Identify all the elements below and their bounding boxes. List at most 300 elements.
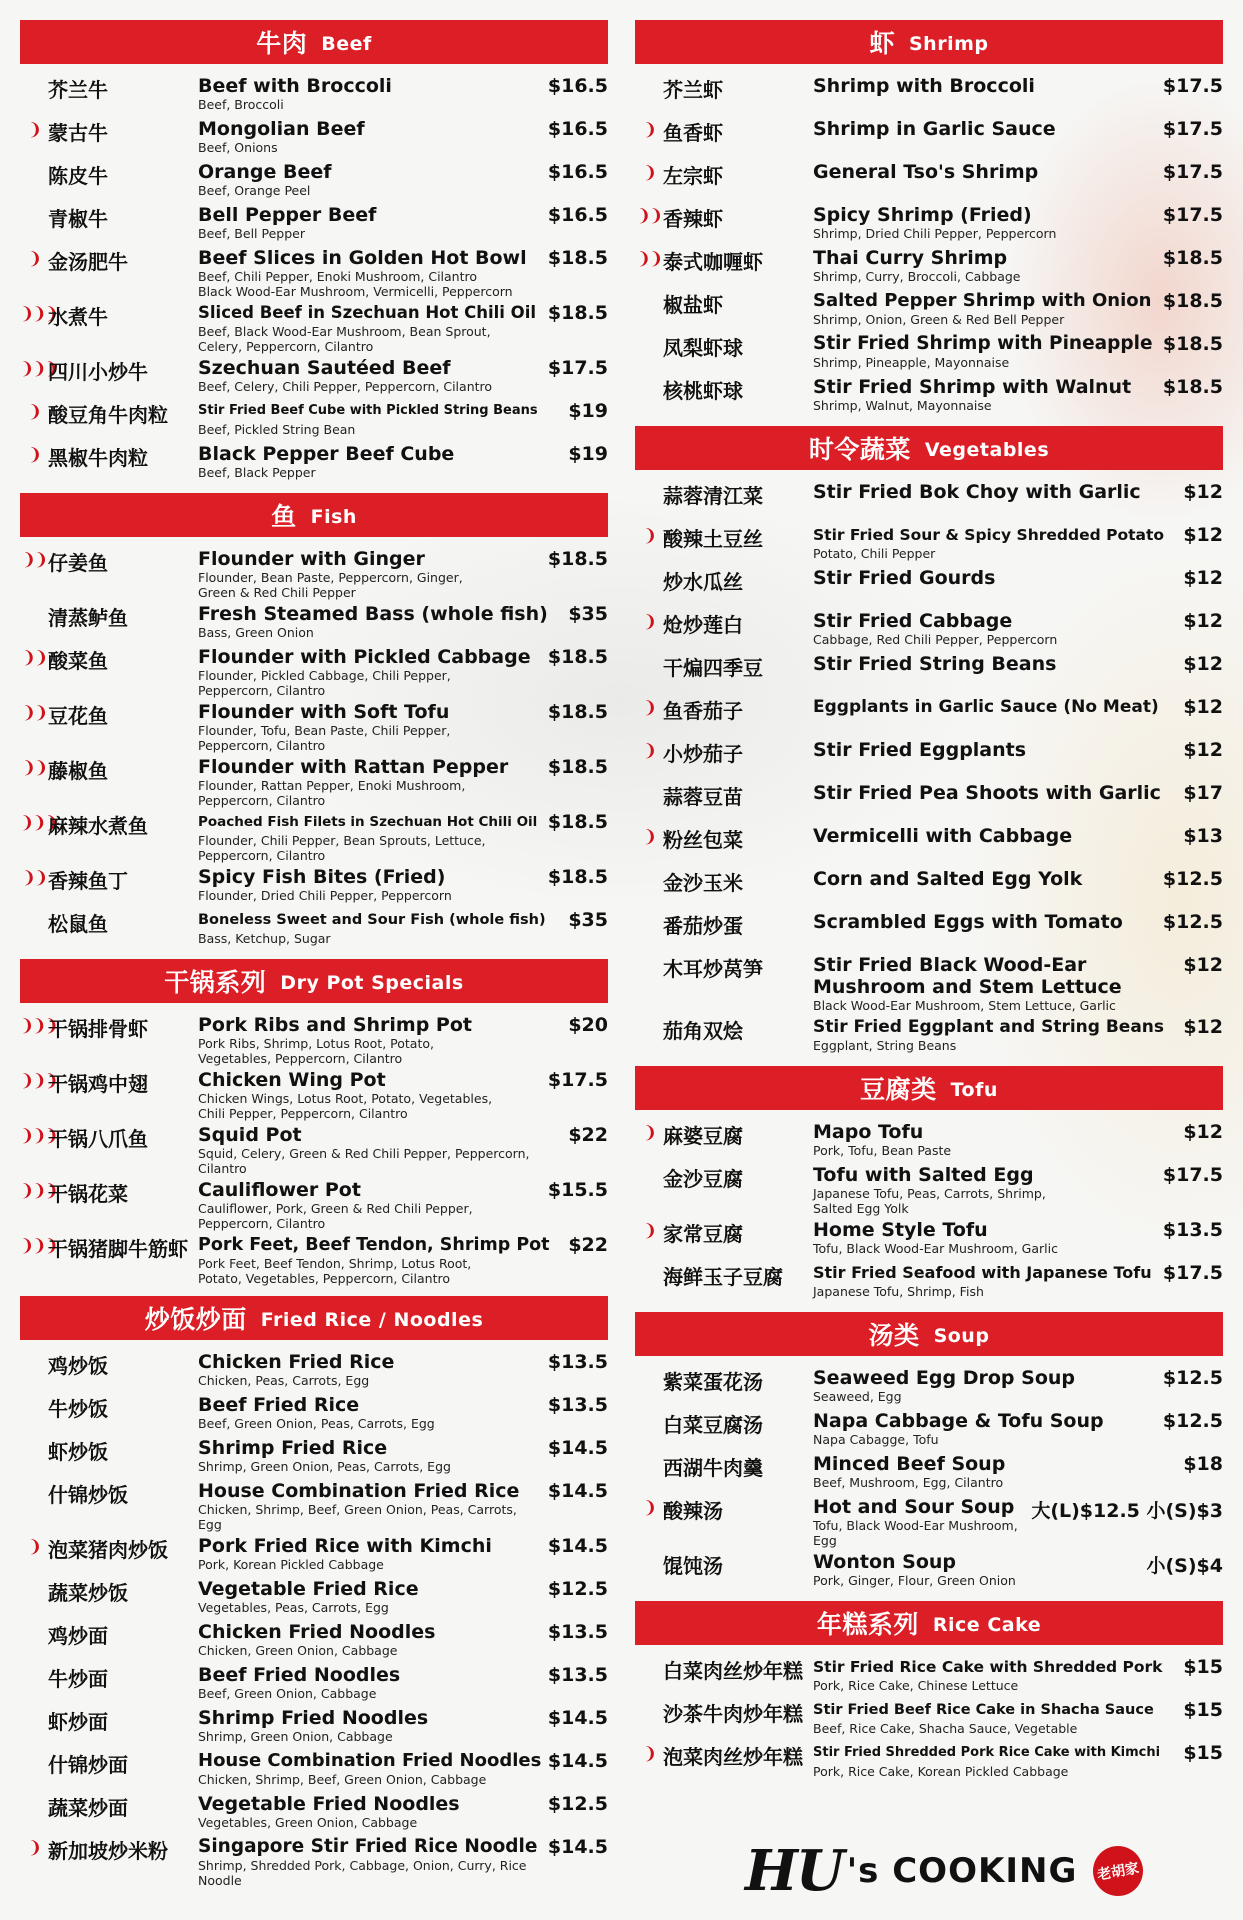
dish-name-zh: 番茄炒蛋 — [663, 914, 743, 938]
section-title-zh: 虾 — [869, 29, 895, 58]
dish-body — [813, 822, 1165, 847]
dish-name-zh: 鱼香虾 — [663, 121, 723, 145]
chili-pepper-icon: ❩❩ — [636, 249, 662, 269]
menu-item[interactable] — [20, 115, 608, 158]
dish-name-zh: 干锅八爪鱼 — [48, 1127, 148, 1151]
section-rice — [20, 1296, 608, 1888]
chili-pepper-icon — [20, 1747, 48, 1752]
chili-pepper-icon — [635, 908, 663, 913]
dish-price: $12.5 — [1162, 1367, 1223, 1389]
menu-item[interactable] — [635, 1450, 1223, 1493]
dish-name-en: Spicy Shrimp (Fried) — [813, 204, 1032, 226]
menu-item[interactable] — [635, 951, 1223, 1013]
chili-pepper-icon — [20, 1348, 48, 1353]
dish-ingredients: Beef, Rice Cake, Shacha Sauce, Vegetable — [813, 1721, 1078, 1736]
dish-name-en: Stir Fried Beef Rice Cake in Shacha Sauce — [813, 1702, 1154, 1718]
dish-name-en: Beef Slices in Golden Hot Bowl — [198, 247, 527, 269]
menu-item[interactable] — [635, 1259, 1223, 1302]
menu-item[interactable] — [20, 863, 608, 906]
chili-pepper-icon — [635, 1548, 663, 1553]
dish-ingredients: Beef, Black Wood-Ear Mushroom, Bean Sprout, Celery, Peppercorn, Cilantro — [198, 324, 491, 354]
dish-name-en: Cauliflower Pot — [198, 1179, 361, 1201]
dish-name-zh: 木耳炒莴笋 — [663, 957, 763, 981]
section-tofu — [635, 1066, 1223, 1302]
menu-item[interactable] — [20, 397, 608, 440]
dish-body — [198, 354, 542, 394]
chili-pepper-icon: ❩ — [642, 698, 656, 718]
chili-pepper-icon: ❩❩❩ — [20, 1181, 57, 1201]
dish-name-en: House Combination Fried Rice — [198, 1480, 520, 1502]
dish-name-zh: 沙茶牛肉炒年糕 — [663, 1702, 803, 1726]
menu-item[interactable] — [635, 1493, 1223, 1548]
dish-price: $19 — [568, 400, 608, 422]
menu-item[interactable] — [20, 808, 608, 863]
menu-item[interactable] — [20, 1231, 608, 1286]
section-title-zh: 炒饭炒面 — [144, 1305, 247, 1334]
chili-pepper-icon — [635, 1407, 663, 1412]
dish-body — [813, 1407, 1157, 1447]
chili-pepper-icon: ❩ — [642, 741, 656, 761]
dish-name-en: Stir Fried Rice Cake with Shredded Pork — [813, 1658, 1163, 1676]
dish-price: $18.5 — [1162, 290, 1223, 312]
dish-ingredients: Flounder, Pickled Cabbage, Chili Pepper, Peppercorn, Cilantro — [198, 668, 451, 698]
menu-item[interactable] — [20, 1477, 608, 1532]
dish-name-en: Stir Fried Shredded Pork Rice Cake with Kimchi — [813, 1745, 1161, 1760]
dish-name-zh: 椒盐虾 — [663, 293, 723, 317]
menu-item[interactable] — [20, 158, 608, 201]
menu-item[interactable] — [20, 1790, 608, 1833]
dish-name-en: Stir Fried Beef Cube with Pickled String Beans — [198, 403, 538, 418]
menu-item[interactable] — [635, 865, 1223, 908]
menu-item[interactable] — [635, 1364, 1223, 1407]
dish-body — [813, 1653, 1165, 1693]
dish-body — [813, 693, 1165, 718]
dish-name-zh: 紫菜蛋花汤 — [663, 1370, 763, 1394]
dish-price: $12 — [1183, 954, 1223, 976]
section-header-drypot — [20, 959, 608, 1003]
dish-name-en: Beef Fried Rice — [198, 1394, 360, 1416]
chili-pepper-icon: ❩ — [642, 1123, 656, 1143]
dish-ingredients: Vegetables, Green Onion, Cabbage — [198, 1815, 418, 1830]
dish-ingredients: Flounder, Dried Chili Pepper, Peppercorn — [198, 888, 452, 903]
dish-body — [198, 244, 542, 299]
dish-name-en: Chicken Wing Pot — [198, 1069, 386, 1091]
dish-body — [813, 1548, 1141, 1588]
dish-body — [198, 1532, 542, 1572]
dish-name-zh: 酸菜鱼 — [48, 649, 108, 673]
dish-price: $18.5 — [547, 302, 608, 324]
chili-pepper-icon: ❩ — [27, 1838, 41, 1858]
section-title-zh: 汤类 — [868, 1321, 920, 1350]
dish-ingredients: Pork, Rice Cake, Chinese Lettuce — [813, 1678, 1019, 1693]
dish-name-zh: 香辣虾 — [663, 207, 723, 231]
menu-item[interactable] — [20, 545, 608, 600]
dish-name-zh: 松鼠鱼 — [48, 912, 108, 936]
menu-item[interactable] — [20, 1011, 608, 1066]
menu-item[interactable] — [635, 607, 1223, 650]
section-header-veg — [635, 426, 1223, 470]
dish-name-en: Home Style Tofu — [813, 1219, 988, 1241]
menu-item[interactable] — [635, 521, 1223, 564]
dish-ingredients: Shrimp, Onion, Green & Red Bell Pepper — [813, 312, 1065, 327]
dish-name-en: Seaweed Egg Drop Soup — [813, 1367, 1076, 1389]
chili-pepper-icon — [635, 564, 663, 569]
dish-ingredients: Chicken, Shrimp, Beef, Green Onion, Cabbage — [198, 1772, 487, 1787]
dish-name-en: Stir Fried Black Wood-Ear Mushroom and Stem Lettuce — [813, 954, 1122, 998]
menu-item[interactable] — [635, 244, 1223, 287]
chili-pepper-icon — [20, 1575, 48, 1580]
dish-price: 小(S)$4 — [1146, 1555, 1223, 1577]
menu-item[interactable] — [635, 736, 1223, 779]
menu-item[interactable] — [635, 650, 1223, 693]
dish-price: $12 — [1183, 1121, 1223, 1143]
dish-name-en: Hot and Sour Soup — [813, 1496, 1015, 1518]
dish-ingredients: Vegetables, Peas, Carrots, Egg — [198, 1600, 389, 1615]
chili-pepper-icon — [635, 1259, 663, 1264]
dish-body — [198, 906, 550, 946]
dish-body — [198, 299, 542, 354]
dish-price: $14.5 — [547, 1750, 608, 1772]
menu-item[interactable] — [20, 600, 608, 643]
dish-name-zh: 麻辣水煮鱼 — [48, 814, 148, 838]
menu-item[interactable] — [635, 373, 1223, 416]
dish-name-en: Stir Fried Shrimp with Pineapple — [813, 333, 1153, 354]
dish-price: $12 — [1183, 653, 1223, 675]
dish-ingredients: Bass, Green Onion — [198, 625, 314, 640]
menu-item[interactable] — [635, 693, 1223, 736]
dish-name-zh: 西湖牛肉羹 — [663, 1456, 763, 1480]
dish-body — [813, 1216, 1157, 1256]
chili-pepper-icon: ❩ — [642, 1221, 656, 1241]
dish-body — [813, 1118, 1165, 1158]
menu-item[interactable] — [635, 1548, 1223, 1591]
dish-name-zh: 虾炒饭 — [48, 1440, 108, 1464]
menu-item[interactable] — [20, 1575, 608, 1618]
menu-item[interactable] — [635, 1161, 1223, 1216]
dish-body — [198, 1833, 542, 1888]
section-title-zh: 牛肉 — [256, 29, 308, 58]
dish-price: $20 — [568, 1014, 608, 1036]
chili-pepper-icon: ❩ — [642, 163, 656, 183]
dish-body — [813, 865, 1157, 890]
chili-pepper-icon: ❩❩ — [21, 758, 47, 778]
dish-body — [813, 736, 1165, 761]
dish-name-zh: 干锅花菜 — [48, 1182, 128, 1206]
dish-body — [198, 698, 542, 753]
dish-body — [198, 545, 542, 600]
menu-item[interactable] — [635, 822, 1223, 865]
menu-item[interactable] — [635, 287, 1223, 330]
dish-price: $17 — [1183, 782, 1223, 804]
dish-price: $13.5 — [547, 1664, 608, 1686]
section-title-en: Shrimp — [909, 32, 989, 55]
dish-body — [198, 1231, 550, 1286]
menu-item[interactable] — [20, 1121, 608, 1176]
dish-ingredients: Beef, Green Onion, Peas, Carrots, Egg — [198, 1416, 435, 1431]
menu-item[interactable] — [635, 1653, 1223, 1696]
dish-body — [813, 1696, 1165, 1736]
menu-item[interactable] — [20, 1747, 608, 1790]
dish-body — [813, 951, 1165, 1013]
menu-item[interactable] — [20, 440, 608, 483]
dish-body — [198, 440, 550, 480]
chili-pepper-icon — [635, 1364, 663, 1369]
dish-ingredients: Flounder, Bean Paste, Peppercorn, Ginger, Green & Red Chili Pepper — [198, 570, 463, 600]
menu-item[interactable] — [635, 115, 1223, 158]
section-title-zh: 年糕系列 — [816, 1610, 919, 1639]
section-title-en: Dry Pot Specials — [280, 971, 464, 994]
dish-name-zh: 什锦炒饭 — [48, 1483, 128, 1507]
menu-item[interactable] — [20, 1391, 608, 1434]
menu-item[interactable] — [635, 478, 1223, 521]
section-header-rice — [20, 1296, 608, 1340]
dish-price: $17.5 — [1162, 1164, 1223, 1186]
dish-price: $18.5 — [547, 756, 608, 778]
dish-name-en: Stir Fried Sour & Spicy Shredded Potato — [813, 526, 1165, 544]
chili-pepper-icon: ❩ — [642, 1744, 656, 1764]
dish-name-zh: 新加坡炒米粉 — [48, 1839, 168, 1863]
dish-body — [198, 115, 542, 155]
menu-item[interactable] — [635, 564, 1223, 607]
menu-item[interactable] — [635, 1013, 1223, 1056]
dish-name-en: Flounder with Rattan Pepper — [198, 756, 509, 778]
chili-pepper-icon: ❩❩❩ — [20, 1016, 57, 1036]
menu-item[interactable] — [20, 906, 608, 949]
dish-price: $12.5 — [1162, 868, 1223, 890]
section-title-en: Fish — [310, 505, 357, 528]
dish-body — [198, 753, 542, 808]
chili-pepper-icon — [635, 373, 663, 378]
dish-price: $13.5 — [547, 1394, 608, 1416]
dish-price: $12 — [1183, 567, 1223, 589]
dish-body — [813, 607, 1165, 647]
dish-ingredients: Beef, Black Pepper — [198, 465, 316, 480]
dish-name-en: Eggplants in Garlic Sauce (No Meat) — [813, 697, 1159, 717]
dish-name-zh: 蒜蓉清江菜 — [663, 484, 763, 508]
dish-price: $13.5 — [1162, 1219, 1223, 1241]
dish-body — [813, 478, 1165, 503]
section-title-en: Soup — [933, 1324, 990, 1347]
dish-price: $16.5 — [547, 118, 608, 140]
dish-ingredients: Beef, Orange Peel — [198, 183, 311, 198]
chili-pepper-icon — [635, 951, 663, 956]
dish-ingredients: Black Wood-Ear Mushroom, Stem Lettuce, Garlic — [813, 998, 1116, 1013]
dish-name-zh: 茄角双烩 — [663, 1019, 743, 1043]
dish-ingredients: Beef, Onions — [198, 140, 278, 155]
dish-name-en: Shrimp in Garlic Sauce — [813, 118, 1056, 140]
dish-ingredients: Pork, Tofu, Bean Paste — [813, 1143, 952, 1158]
dish-name-en: Shrimp Fried Rice — [198, 1437, 388, 1459]
dish-name-en: Pork Fried Rice with Kimchi — [198, 1535, 492, 1557]
chili-pepper-icon: ❩ — [27, 249, 41, 269]
logo-seal: 老胡家 — [1089, 1842, 1147, 1900]
dish-ingredients: Shrimp, Curry, Broccoli, Cabbage — [813, 269, 1021, 284]
dish-body — [813, 1161, 1157, 1216]
dish-name-en: Vegetable Fried Noodles — [198, 1793, 460, 1815]
menu-item[interactable] — [635, 779, 1223, 822]
menu-item[interactable] — [20, 299, 608, 354]
dish-name-zh: 干锅猪脚牛筋虾 — [48, 1237, 188, 1261]
dish-ingredients: Chicken, Peas, Carrots, Egg — [198, 1373, 370, 1388]
dish-name-en: Stir Fried Shrimp with Walnut — [813, 376, 1132, 398]
dish-ingredients: Bass, Ketchup, Sugar — [198, 931, 331, 946]
dish-name-en: Flounder with Pickled Cabbage — [198, 646, 531, 668]
dish-name-zh: 白菜肉丝炒年糕 — [663, 1659, 803, 1683]
dish-body — [813, 564, 1165, 589]
section-drypot — [20, 959, 608, 1286]
dish-price: $16.5 — [547, 204, 608, 226]
dish-price: $13 — [1183, 825, 1223, 847]
dish-body — [813, 287, 1157, 327]
dish-name-zh: 小炒茄子 — [663, 742, 743, 766]
dish-price: $18.5 — [547, 646, 608, 668]
dish-body — [813, 115, 1157, 140]
dish-price: $18.5 — [1162, 376, 1223, 398]
dish-body — [198, 1176, 542, 1231]
dish-name-en: Shrimp Fried Noodles — [198, 1707, 429, 1729]
dish-name-en: Flounder with Ginger — [198, 548, 425, 570]
menu-item[interactable] — [20, 72, 608, 115]
dish-price: $12 — [1183, 524, 1223, 546]
dish-body — [198, 1391, 542, 1431]
dish-name-en: Corn and Salted Egg Yolk — [813, 868, 1083, 890]
dish-name-en: Wonton Soup — [813, 1551, 957, 1573]
dish-name-zh: 干锅鸡中翅 — [48, 1072, 148, 1096]
menu-item[interactable] — [20, 753, 608, 808]
menu-item[interactable] — [635, 1216, 1223, 1259]
dish-name-en: House Combination Fried Noodles — [198, 1750, 542, 1771]
menu-item[interactable] — [635, 1696, 1223, 1739]
menu-item[interactable] — [20, 1532, 608, 1575]
menu-item[interactable] — [20, 201, 608, 244]
chili-pepper-icon — [635, 1450, 663, 1455]
chili-pepper-icon — [635, 72, 663, 77]
dish-ingredients: Japanese Tofu, Shrimp, Fish — [813, 1284, 984, 1299]
menu-item[interactable] — [635, 158, 1223, 201]
chili-pepper-icon — [20, 72, 48, 77]
menu-item[interactable] — [20, 1661, 608, 1704]
dish-price: $12 — [1183, 739, 1223, 761]
dish-price: $14.5 — [547, 1480, 608, 1502]
dish-ingredients: Shrimp, Green Onion, Cabbage — [198, 1729, 393, 1744]
dish-body — [198, 1477, 542, 1532]
dish-price: $18.5 — [547, 548, 608, 570]
section-title-en: Rice Cake — [932, 1613, 1042, 1636]
menu-item[interactable] — [20, 1176, 608, 1231]
dish-name-zh: 蔬菜炒面 — [48, 1796, 128, 1820]
dish-name-en: Flounder with Soft Tofu — [198, 701, 450, 723]
menu-item[interactable] — [635, 1739, 1223, 1782]
menu-item[interactable] — [20, 698, 608, 753]
chili-pepper-icon — [20, 1618, 48, 1623]
menu-item[interactable] — [20, 354, 608, 397]
dish-body — [813, 373, 1157, 413]
menu-item[interactable] — [20, 1833, 608, 1888]
dish-name-zh: 鸡炒饭 — [48, 1354, 108, 1378]
menu-item[interactable] — [635, 330, 1223, 373]
chili-pepper-icon — [20, 1391, 48, 1396]
dish-name-en: Spicy Fish Bites (Fried) — [198, 866, 446, 888]
dish-name-en: Stir Fried String Beans — [813, 653, 1057, 675]
dish-name-zh: 左宗虾 — [663, 164, 723, 188]
chili-pepper-icon: ❩ — [27, 445, 41, 465]
chili-pepper-icon — [20, 1477, 48, 1482]
dish-name-zh: 泡菜猪肉炒饭 — [48, 1538, 168, 1562]
dish-body — [813, 521, 1165, 561]
menu-item[interactable] — [635, 1118, 1223, 1161]
chili-pepper-icon: ❩❩ — [21, 868, 47, 888]
dish-name-en: Stir Fried Seafood with Japanese Tofu — [813, 1263, 1152, 1282]
dish-price: $22 — [568, 1124, 608, 1146]
chili-pepper-icon — [635, 1161, 663, 1166]
dish-ingredients: Flounder, Chili Pepper, Bean Sprouts, Lettuce, Peppercorn, Cilantro — [198, 833, 486, 863]
chili-pepper-icon — [635, 865, 663, 870]
chili-pepper-icon — [20, 600, 48, 605]
chili-pepper-icon — [635, 650, 663, 655]
chili-pepper-icon: ❩❩ — [21, 648, 47, 668]
menu-item[interactable] — [20, 1618, 608, 1661]
dish-body — [198, 600, 550, 640]
dish-price: $18.5 — [547, 247, 608, 269]
chili-pepper-icon: ❩❩❩ — [20, 1236, 57, 1256]
dish-ingredients: Beef, Broccoli — [198, 97, 284, 112]
menu-item[interactable] — [635, 201, 1223, 244]
dish-ingredients: Pork, Ginger, Flour, Green Onion — [813, 1573, 1016, 1588]
dish-name-en: Black Pepper Beef Cube — [198, 443, 455, 465]
dish-name-en: Chicken Fried Rice — [198, 1351, 395, 1373]
dish-name-en: Sliced Beef in Szechuan Hot Chili Oil — [198, 303, 537, 322]
section-title-en: Beef — [321, 32, 372, 55]
chili-pepper-icon — [20, 1661, 48, 1666]
dish-name-en: Stir Fried Eggplant and String Beans — [813, 1017, 1165, 1037]
dish-price: $22 — [568, 1234, 608, 1256]
dish-ingredients: Shrimp, Shredded Pork, Cabbage, Onion, Curry, Rice Noodle — [198, 1858, 527, 1888]
dish-name-en: Poached Fish Filets in Szechuan Hot Chili Oil — [198, 814, 538, 830]
menu-item[interactable] — [20, 1434, 608, 1477]
menu-item[interactable] — [635, 908, 1223, 951]
chili-pepper-icon: ❩ — [642, 612, 656, 632]
dish-name-zh: 干煸四季豆 — [663, 656, 763, 680]
chili-pepper-icon: ❩❩ — [21, 703, 47, 723]
menu-item[interactable] — [20, 1348, 608, 1391]
dish-name-en: Minced Beef Soup — [813, 1453, 1006, 1475]
dish-ingredients: Chicken Wings, Lotus Root, Potato, Vegetables, Chili Pepper, Peppercorn, Cilantro — [198, 1091, 493, 1121]
menu-item[interactable] — [635, 1407, 1223, 1450]
chili-pepper-icon: ❩❩ — [21, 550, 47, 570]
chili-pepper-icon — [635, 1696, 663, 1701]
chili-pepper-icon: ❩❩❩ — [20, 304, 57, 324]
dish-body — [813, 1013, 1165, 1053]
dish-name-zh: 蒙古牛 — [48, 121, 108, 145]
dish-body — [198, 1618, 542, 1658]
menu-item[interactable] — [20, 1704, 608, 1747]
menu-item[interactable] — [20, 1066, 608, 1121]
dish-name-en: Pork Feet, Beef Tendon, Shrimp Pot — [198, 1235, 550, 1255]
menu-item[interactable] — [635, 72, 1223, 115]
dish-ingredients: Shrimp, Dried Chili Pepper, Peppercorn — [813, 226, 1057, 241]
dish-name-zh: 陈皮牛 — [48, 164, 108, 188]
dish-price: $12.5 — [547, 1578, 608, 1600]
dish-ingredients: Chicken, Shrimp, Beef, Green Onion, Peas, Carrots, Egg — [198, 1502, 517, 1532]
dish-name-en: Stir Fried Cabbage — [813, 610, 1013, 632]
dish-ingredients: Chicken, Green Onion, Cabbage — [198, 1643, 398, 1658]
chili-pepper-icon — [635, 1653, 663, 1658]
menu-item[interactable] — [20, 643, 608, 698]
chili-pepper-icon — [635, 1013, 663, 1018]
dish-price: $17.5 — [1162, 1262, 1223, 1284]
menu-item[interactable] — [20, 244, 608, 299]
dish-name-zh: 麻婆豆腐 — [663, 1124, 743, 1148]
